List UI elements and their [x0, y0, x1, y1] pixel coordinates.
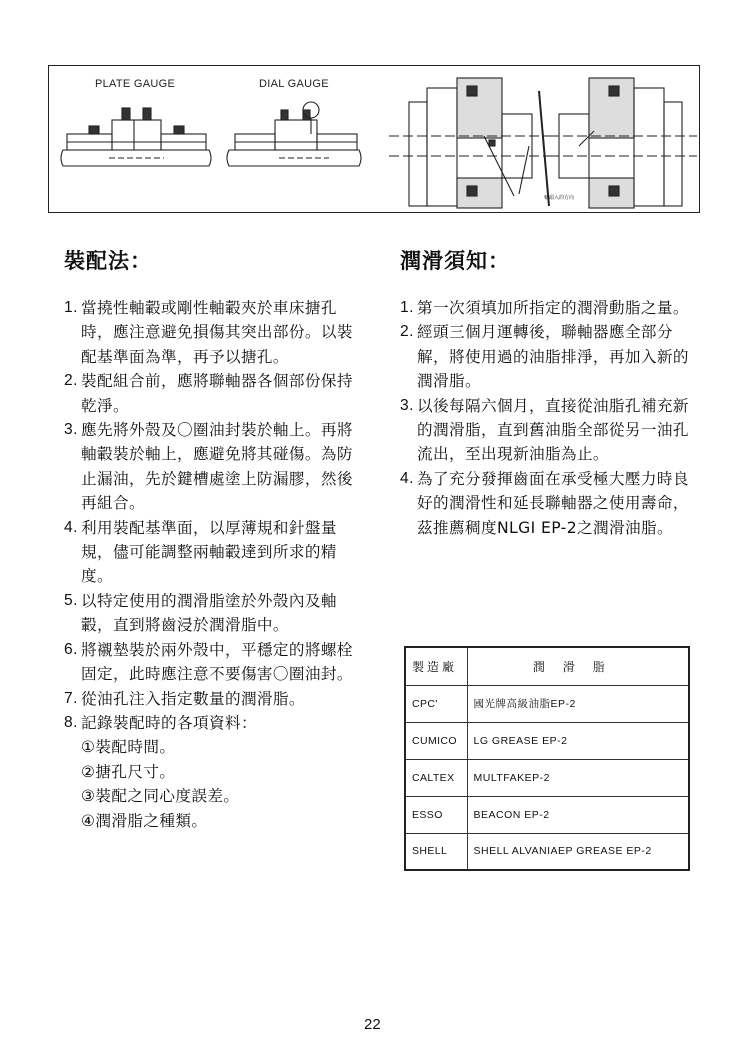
list-item: [64, 369, 364, 418]
cell-manufacturer: CUMICO: [405, 722, 467, 759]
list-item: [64, 296, 364, 369]
assembly-list: [64, 296, 364, 833]
item-number: 1.: [64, 299, 78, 316]
cell-grease: BEACON EP-2: [467, 796, 689, 833]
list-item: [400, 320, 700, 393]
cell-grease: SHELL ALVANIAEP GREASE EP-2: [467, 833, 689, 870]
cell-manufacturer: CALTEX: [405, 759, 467, 796]
item-number: 6.: [64, 640, 78, 658]
item-number: 4.: [64, 518, 78, 536]
item-number: 8.: [64, 713, 78, 731]
item-number: 5.: [64, 591, 78, 609]
plate-gauge-label: PLATE GAUGE: [95, 78, 176, 90]
list-item: [400, 467, 700, 540]
item-text: 將襯墊裝於兩外殼中，平穩定的將螺栓固定，此時應注意不要傷害〇圈油封。: [81, 640, 353, 684]
table-row: [405, 759, 689, 796]
table-row: [405, 685, 689, 722]
item-text: 為了充分發揮齒面在承受極大壓力時良好的潤滑性和延長聯軸器之使用壽命，茲推薦稠度NLGI EP-2之潤滑油脂。: [417, 469, 689, 537]
item-number: 3.: [64, 421, 78, 439]
table-row: [405, 833, 689, 870]
cell-grease: LG GREASE EP-2: [467, 722, 689, 759]
table-row: [405, 722, 689, 759]
cell-manufacturer: ESSO: [405, 796, 467, 833]
item-number: 2.: [400, 323, 414, 341]
cell-grease: MULTFAKEP-2: [467, 759, 689, 796]
shaft-direction-note: 軸頭入的方向: [544, 195, 575, 201]
list-item: [400, 296, 700, 320]
list-item: [64, 589, 364, 638]
coupling-diagram: [48, 65, 700, 213]
cell-grease: 國光牌高級油脂EP-2: [467, 685, 689, 722]
item-number: 7.: [64, 689, 78, 707]
sub-item: ④潤滑脂之種類。: [81, 811, 208, 830]
header-manufacturer: 製造廠: [405, 647, 467, 685]
dial-gauge-drawing: [227, 102, 361, 166]
item-number: 3.: [400, 396, 414, 414]
sub-item: ③裝配之同心度誤差。: [81, 787, 240, 806]
list-item: [400, 394, 700, 467]
item-text: 記錄裝配時的各項資料：: [81, 713, 257, 732]
table-header-row: [405, 647, 689, 685]
item-text: 經頭三個月運轉後，聯軸器應全部分解，將使用過的油脂排淨，再加入新的潤滑脂。: [417, 323, 689, 391]
alignment-drawing-left: [389, 78, 549, 208]
sub-item: ①裝配時間。: [81, 738, 176, 757]
item-text: 以後每隔六個月，直接從油脂孔補充新的潤滑脂，直到舊油脂全部從另一油孔流出，至出現新油脂為止。: [417, 396, 689, 464]
list-item: [64, 711, 364, 735]
header-grease: 潤滑脂: [467, 647, 689, 685]
item-text: 第一次須填加所指定的潤滑動脂之量。: [417, 299, 689, 317]
item-text: 以特定使用的潤滑脂塗於外殼內及軸轂，直到將齒浸於潤滑脂中。: [81, 591, 337, 635]
item-text: 從油孔注入指定數量的潤滑脂。: [81, 689, 305, 708]
item-number: 1.: [400, 299, 414, 316]
item-text: 當撓性軸轂或剛性軸轂夾於車床搪孔時，應注意避免損傷其突出部份。以裝配基準面為準，再予以搪孔。: [81, 299, 353, 366]
list-item: [64, 418, 364, 516]
plate-gauge-drawing: [61, 108, 211, 166]
list-item: [64, 516, 364, 589]
lubrication-heading: 潤滑須知：: [400, 249, 510, 273]
grease-table: [404, 646, 690, 871]
item-text: 利用裝配基準面，以厚薄規和針盤量規，儘可能調整兩軸轂達到所求的精度。: [81, 518, 337, 586]
alignment-drawing-right: [549, 78, 697, 208]
list-item: [64, 687, 364, 711]
page-number: 22: [364, 1016, 381, 1033]
lubrication-list: [400, 296, 700, 540]
cell-manufacturer: SHELL: [405, 833, 467, 870]
dial-gauge-label: DIAL GAUGE: [259, 78, 329, 90]
item-number: 4.: [400, 469, 414, 487]
sub-item: ②搪孔尺寸。: [81, 762, 176, 781]
item-text: 應先將外殼及〇圈油封裝於軸上。再將軸轂裝於軸上，應避免將其碰傷。為防止漏油，先於鍵槽處塗上防漏膠，然後再組合。: [81, 421, 353, 513]
item-text: 裝配組合前，應將聯軸器各個部份保持乾淨。: [81, 372, 353, 415]
table-row: [405, 796, 689, 833]
item-number: 2.: [64, 372, 78, 390]
cell-manufacturer: CPC': [405, 685, 467, 722]
assembly-heading: 裝配法：: [64, 249, 152, 273]
list-item: [64, 638, 364, 687]
